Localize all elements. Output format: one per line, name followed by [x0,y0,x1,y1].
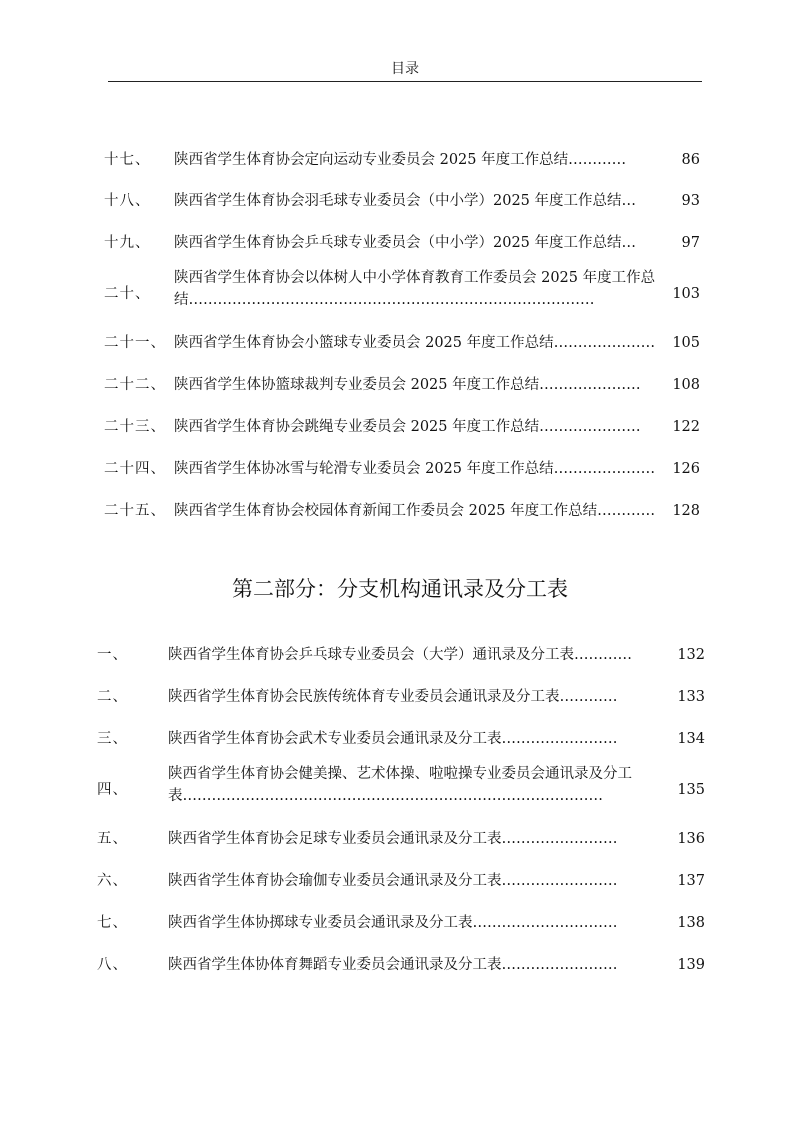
toc-entry-title: 陕西省学生体育协会以体树人中小学体育教育工作委员会 2025 年度工作总结………………………………………………………………………… [174,270,656,308]
toc-entry-page: 138 [677,915,705,931]
toc-entry-page: 105 [672,335,700,351]
toc-entry[interactable] [104,417,704,437]
part2-heading: 第二部分：分支机构通讯录及分工表 [232,577,568,601]
toc-entry-page: 103 [672,286,700,302]
toc-entry[interactable] [104,459,704,479]
toc-entry-title: 陕西省学生体育协会乒乓球专业委员会（大学）通讯录及分工表………… [168,647,632,663]
toc-entry[interactable] [97,763,707,807]
toc-entry-title: 陕西省学生体育协会定向运动专业委员会 2025 年度工作总结………… [174,152,627,168]
toc-entry-page: 134 [677,731,705,747]
toc-entry-title: 陕西省学生体育协会乒乓球专业委员会（中小学）2025 年度工作总结… [174,235,637,251]
toc-entry-page: 122 [672,419,700,435]
toc-entry-title: 陕西省学生体育协会足球专业委员会通讯录及分工表…………………… [168,831,618,847]
toc-entry-title: 陕西省学生体育协会健美操、艺术体操、啦啦操专业委员会通讯录及分工表…………………………………………………………………………… [168,766,632,804]
toc-entry[interactable] [104,233,704,253]
toc-entry[interactable] [104,501,704,521]
toc-entry-page: 133 [677,689,705,705]
toc-entry-number: 六、 [97,873,128,889]
toc-entry-number: 二、 [97,689,128,705]
toc-entry-number: 二十一、 [104,335,166,351]
toc-entry-title: 陕西省学生体育协会武术专业委员会通讯录及分工表…………………… [168,731,618,747]
toc-entry-number: 七、 [97,915,128,931]
toc-entry-page: 132 [677,647,705,663]
toc-entry-page: 128 [672,503,700,519]
toc-entry[interactable] [97,955,707,975]
toc-entry-page: 108 [672,377,700,393]
toc-entry-title: 陕西省学生体协体育舞蹈专业委员会通讯录及分工表…………………… [168,957,618,973]
toc-entry-title: 陕西省学生体协篮球裁判专业委员会 2025 年度工作总结………………… [174,377,641,393]
toc-entry-number: 八、 [97,957,128,973]
toc-entry-page: 97 [681,235,700,251]
toc-entry-number: 十七、 [104,152,151,168]
toc-entry-number: 四、 [97,782,128,798]
toc-entry-number: 三、 [97,731,128,747]
toc-entry-page: 93 [681,193,700,209]
toc-entry-page: 86 [681,152,700,168]
toc-entry[interactable] [97,687,707,707]
toc-entry-title: 陕西省学生体协掷球专业委员会通讯录及分工表………………………… [168,915,618,931]
toc-entry-title: 陕西省学生体育协会瑜伽专业委员会通讯录及分工表…………………… [168,873,618,889]
toc-entry-title: 陕西省学生体育协会校园体育新闻工作委员会 2025 年度工作总结………… [174,503,656,519]
toc-entry-number: 二十五、 [104,503,166,519]
toc-entry-number: 五、 [97,831,128,847]
toc-entry[interactable] [97,729,707,749]
toc-entry-number: 一、 [97,647,128,663]
toc-entry[interactable] [104,191,704,211]
toc-entry-number: 十八、 [104,193,151,209]
toc-entry[interactable] [97,871,707,891]
toc-entry-title: 陕西省学生体协冰雪与轮滑专业委员会 2025 年度工作总结………………… [174,461,656,477]
toc-entry[interactable] [97,645,707,665]
toc-entry[interactable] [97,913,707,933]
toc-entry-number: 二十四、 [104,461,166,477]
toc-entry[interactable] [97,829,707,849]
toc-entry-page: 135 [677,782,705,798]
toc-entry-number: 二十、 [104,286,151,302]
toc-entry-page: 126 [672,461,700,477]
toc-entry-number: 二十三、 [104,419,166,435]
toc-entry[interactable] [104,333,704,353]
toc-entry-title: 陕西省学生体育协会小篮球专业委员会 2025 年度工作总结………………… [174,335,656,351]
toc-entry[interactable] [104,375,704,395]
toc-entry-title: 陕西省学生体育协会羽毛球专业委员会（中小学）2025 年度工作总结… [174,193,637,209]
page-header-title: 目录 [391,61,419,77]
toc-entry-page: 139 [677,957,705,973]
toc-entry[interactable] [104,267,704,311]
toc-entry-title: 陕西省学生体育协会跳绳专业委员会 2025 年度工作总结………………… [174,419,641,435]
toc-entry-page: 137 [677,873,705,889]
toc-entry-page: 136 [677,831,705,847]
toc-entry-number: 二十二、 [104,377,166,393]
header-rule [108,81,702,82]
toc-entry[interactable] [104,150,704,170]
toc-entry-title: 陕西省学生体育协会民族传统体育专业委员会通讯录及分工表………… [168,689,618,705]
toc-entry-number: 十九、 [104,235,151,251]
